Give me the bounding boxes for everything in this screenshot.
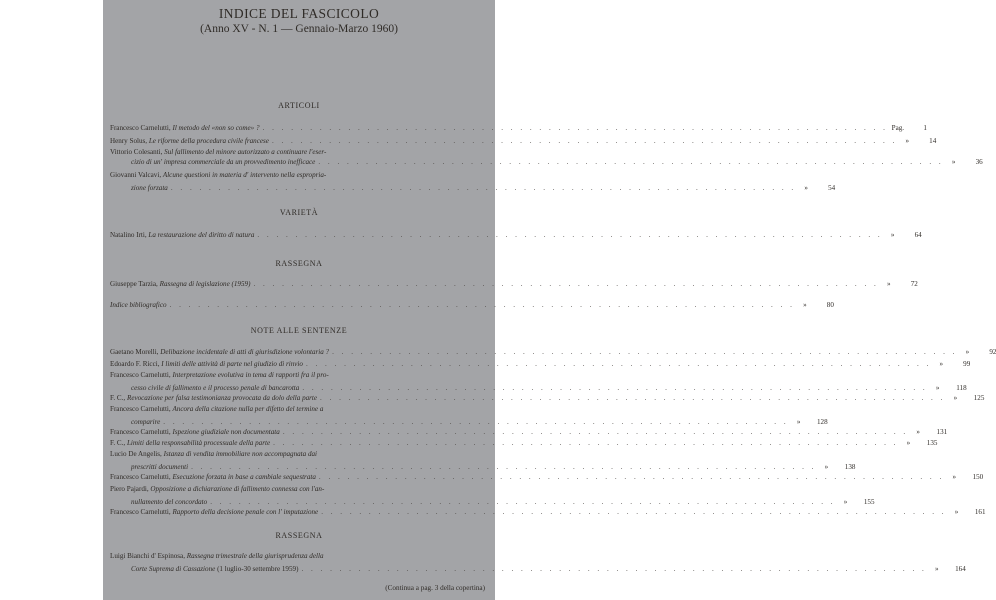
entry-title-continued: comparire xyxy=(131,418,161,426)
entry-page: 135 xyxy=(926,439,938,447)
index-entry xyxy=(110,484,875,507)
entry-page: 64 xyxy=(914,231,922,239)
entry-author: Piero Pajardi, xyxy=(110,485,149,493)
entry-title: Revocazione per falsa testimonianza provocata da dolo della parte xyxy=(126,394,318,402)
entry-page: 131 xyxy=(936,428,948,436)
index-entry xyxy=(110,438,938,448)
entry-page-label: » xyxy=(796,418,801,426)
entry-author: F. C., xyxy=(110,439,126,447)
entry-page-label: » xyxy=(803,301,807,309)
entry-author: Edoardo F. Ricci, xyxy=(110,360,160,368)
index-entry xyxy=(110,279,918,289)
entry-page-label: » xyxy=(951,158,956,166)
section-heading-note-alle-sentenze: NOTE ALLE SENTENZE xyxy=(250,326,348,335)
index-entry xyxy=(110,551,966,574)
page-title: INDICE DEL FASCICOLO xyxy=(218,6,380,21)
entry-title: Ancora della citazione nulla per difetto del termine a xyxy=(172,405,324,413)
section-heading-rassegna: RASSEGNA xyxy=(275,259,323,268)
entry-author: Francesco Carnelutti, xyxy=(110,124,171,132)
entry-page: 118 xyxy=(956,384,967,392)
entry-author: Francesco Carnelutti, xyxy=(110,428,171,436)
entry-author: Giovanni Valcavi, xyxy=(110,171,162,179)
entry-page: 80 xyxy=(826,301,834,309)
entry-author: F. C., xyxy=(110,394,126,402)
index-entry xyxy=(110,147,983,167)
index-entry xyxy=(110,393,985,403)
entry-page: 14 xyxy=(929,137,937,145)
entry-page-label: » xyxy=(887,280,891,288)
entry-title: I limiti delle attività di parte nel giudizio di rinvio xyxy=(161,360,303,368)
entry-page-label: » xyxy=(965,348,970,356)
entry-page-label: » xyxy=(935,384,940,392)
entry-author: Francesco Carnelutti, xyxy=(110,473,171,481)
entry-page: 54 xyxy=(828,184,836,192)
entry-page-label: » xyxy=(916,428,920,436)
entry-page: 164 xyxy=(955,565,966,573)
entry-page: 150 xyxy=(972,473,984,481)
entry-author: Giuseppe Tarzia, xyxy=(110,280,158,288)
index-entry xyxy=(110,230,922,240)
entry-title: Il metodo del «non so come» ? xyxy=(172,124,260,132)
section-heading-varieta: VARIETÀ xyxy=(279,208,319,217)
entry-title-continued: prescritti documenti xyxy=(131,463,189,471)
index-page xyxy=(103,0,996,600)
entry-author: Lucio De Angelis, xyxy=(110,450,162,458)
entry-page-label: » xyxy=(906,439,911,447)
entry-title: Indice bibliografico xyxy=(110,301,167,309)
entry-author: Henry Solus, xyxy=(110,137,148,145)
entry-title-continued: Corte Suprema di Cassazione xyxy=(131,565,216,573)
entry-page-label: » xyxy=(890,231,895,239)
entry-author: Luigi Bianchi d' Espinosa, xyxy=(110,552,185,560)
entry-author: Francesco Carnelutti, xyxy=(110,371,171,379)
entry-title: Ispezione giudiziale non documentata xyxy=(172,428,280,436)
entry-page: 155 xyxy=(863,498,875,506)
entry-page: 92 xyxy=(989,348,996,356)
entry-page-label: » xyxy=(952,473,956,481)
entry-page: 161 xyxy=(974,508,986,516)
entry-page-label: » xyxy=(939,360,944,368)
entry-title: Limiti della responsabilità processuale della parte xyxy=(126,439,271,447)
entry-page: 36 xyxy=(975,158,983,166)
entry-author: Natalino Irti, xyxy=(110,231,147,239)
entry-page: 125 xyxy=(973,394,985,402)
entry-author: Francesco Carnelutti, xyxy=(110,508,171,516)
entry-title: Rapporto della decisione penale con l' imputazione xyxy=(172,508,319,516)
section-heading-articoli: ARTICOLI xyxy=(278,101,320,110)
entry-title: Alcune questioni in materia d' intervento nella espropria- xyxy=(162,171,327,179)
entry-author: Vittorio Colesanti, xyxy=(110,148,163,156)
entry-page-label: » xyxy=(934,565,939,573)
entry-page: 138 xyxy=(844,463,856,471)
section-heading-rassegna: RASSEGNA xyxy=(275,531,323,540)
entry-author: Gaetano Morelli, xyxy=(110,348,159,356)
page-subtitle: (Anno XV - N. 1 — Gennaio-Marzo 1960) xyxy=(200,23,398,35)
entry-title: Delibazione incidentale di atti di giurisdizione volontaria ? xyxy=(160,348,330,356)
index-entry xyxy=(110,300,834,310)
index-entry xyxy=(110,507,986,517)
entry-title: Le riforme della procedura civile francese xyxy=(148,137,269,145)
entry-page: 128 xyxy=(816,418,828,426)
entry-title: La restaurazione del diritto di natura xyxy=(148,231,255,239)
entry-author: Francesco Carnelutti, xyxy=(110,405,171,413)
index-entry xyxy=(110,404,828,427)
entry-page-label: » xyxy=(824,463,829,471)
entry-title: Opposizione a dichiarazione di fallimento connessa con l'an- xyxy=(150,485,325,493)
entry-title: Interpretazione evolutiva in tema di rapporti fra il pro- xyxy=(172,371,329,379)
entry-page-label: » xyxy=(843,498,848,506)
entry-title: Rassegna di legislazione (1959) xyxy=(159,280,251,288)
entry-page-label: » xyxy=(804,184,808,192)
entry-title-continued: cizio di un' impresa commerciale da un provvedimento inefficace xyxy=(131,158,316,166)
index-entry xyxy=(110,472,984,482)
index-entry xyxy=(110,170,836,193)
entry-title-continued: cesso civile di fallimento e il processo penale di bancarotta xyxy=(131,384,300,392)
entry-title: Rassegna trimestrale della giurisprudenza della xyxy=(186,552,324,560)
entry-title: Istanza di vendita immobiliare non accompagnata dai xyxy=(163,450,318,458)
entry-title: Sul fallimento del minore autorizzato a continuare l'eser- xyxy=(164,148,327,156)
index-entry xyxy=(110,427,948,437)
index-entry xyxy=(110,370,967,393)
index-entry xyxy=(110,359,971,369)
index-entry xyxy=(110,123,927,133)
index-entry xyxy=(110,136,937,146)
index-entry xyxy=(110,347,996,357)
entry-title-continued: zione forzata xyxy=(131,184,168,192)
entry-page-label: » xyxy=(954,508,959,516)
entry-page: 1 xyxy=(923,124,927,132)
index-entry xyxy=(110,449,856,472)
entry-title-continued: nullamento del concordato xyxy=(131,498,208,506)
continuation-note: (Continua a pag. 3 della copertina) xyxy=(385,584,485,592)
entry-date-range: (1 luglio-30 settembre 1959) xyxy=(217,565,299,573)
entry-page-label: Pag. xyxy=(891,124,905,132)
entry-title: Esecuzione forzata in base a cambiale sequestrata xyxy=(172,473,316,481)
entry-page: 99 xyxy=(963,360,971,368)
entry-page-label: » xyxy=(953,394,958,402)
entry-page-label: » xyxy=(905,137,910,145)
entry-page: 72 xyxy=(910,280,918,288)
